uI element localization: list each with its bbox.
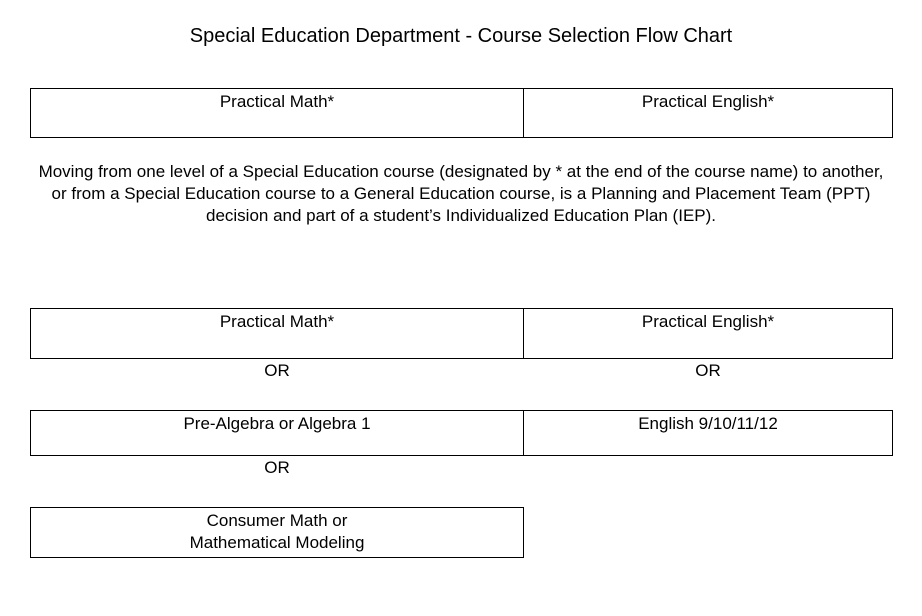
top-english-box (523, 88, 893, 138)
math-level2-box (30, 410, 524, 456)
math-or-2: OR (264, 458, 290, 477)
english-or-1: OR (695, 361, 721, 380)
math-level3-label-line2: Mathematical Modeling (189, 533, 365, 552)
english-level2-box (523, 410, 893, 456)
math-level1-box (30, 308, 524, 359)
math-level3-box (30, 507, 524, 558)
page-title: Special Education Department - Course Selection Flow Chart (189, 25, 733, 47)
top-math-box (30, 88, 524, 138)
english-level2-label: English 9/10/11/12 (638, 414, 778, 433)
math-level1-label: Practical Math* (219, 312, 335, 331)
top-math-label: Practical Math* (219, 92, 335, 111)
top-english-label: Practical English* (641, 92, 775, 111)
english-level1-box (523, 308, 893, 359)
math-level3-label-line1: Consumer Math or (206, 511, 348, 530)
math-level2-label: Pre-Algebra or Algebra 1 (183, 414, 371, 433)
english-level1-label: Practical English* (641, 312, 775, 331)
math-or-1: OR (264, 361, 290, 380)
ppt-note: Moving from one level of a Special Education course (designated by * at the end of the course name) to another, or from a Special Education course to a General Education course, is a Planning and Placement Team (PPT) decision and part of a student’s Individualized Education Plan (IEP). (38, 162, 884, 225)
